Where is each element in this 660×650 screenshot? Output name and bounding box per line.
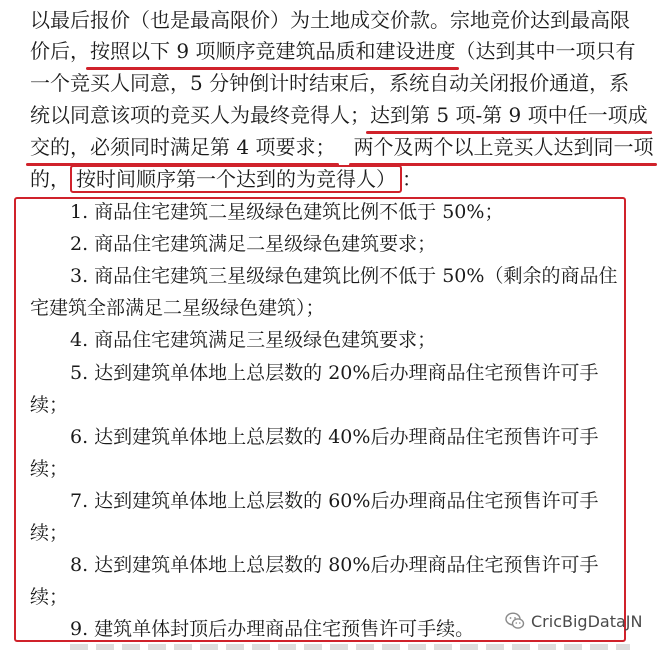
list-item-2: 2. 商品住宅建筑满足二星级绿色建筑要求；: [70, 233, 437, 255]
watermark: [505, 608, 642, 634]
list-item-8: 8. 达到建筑单体地上总层数的 80%后办理商品住宅预售许可手: [70, 554, 599, 576]
wechat-icon: [505, 611, 525, 631]
list-item-6: 6. 达到建筑单体地上总层数的 40%后办理商品住宅预售许可手: [70, 426, 599, 448]
underlined-multiple-bidders: 两个及两个以上竞买人达到同一项: [353, 135, 654, 159]
list-item-6-cont: 续；: [30, 458, 69, 480]
list-item-1: 1. 商品住宅建筑二星级绿色建筑比例不低于 50%；: [70, 201, 504, 223]
underlined-items-5-9: 达到第 5 项-第 9 项中任一项成: [370, 103, 648, 127]
para-line-5: [30, 133, 653, 161]
para-text: 统以同意该项的竞买人为最终竞得人；: [30, 103, 370, 127]
boxed-time-order-rule: 按时间顺序第一个达到的为竞得人）: [70, 165, 402, 193]
list-item-7: 7. 达到建筑单体地上总层数的 60%后办理商品住宅预售许可手: [70, 490, 599, 512]
para-line-1: 以最后报价（也是最高限价）为土地成交价款。宗地竞价达到最高限: [30, 8, 630, 32]
list-item-3: 3. 商品住宅建筑三星级绿色建筑比例不低于 50%（剩余的商品住: [70, 265, 618, 287]
para-text: （达到其中一项只有: [455, 39, 636, 63]
para-line-2: [30, 37, 635, 65]
list-item-9: 9. 建筑单体封顶后办理商品住宅预售许可手续。: [70, 618, 475, 640]
para-text: ：: [402, 167, 422, 191]
para-text: 价后，: [30, 39, 90, 63]
watermark-text: CricBigDataJN: [531, 611, 643, 631]
next-line-fragment: [70, 644, 630, 650]
underlined-item-4-requirement: 交的，必须同时满足第 4 项要求；: [30, 135, 336, 159]
list-item-5-cont: 续；: [30, 394, 69, 416]
list-item-8-cont: 续；: [30, 586, 69, 608]
para-text: 的，: [30, 167, 70, 191]
list-item-7-cont: 续；: [30, 522, 69, 544]
list-item-3-cont: 宅建筑全部满足二星级绿色建筑）；: [30, 297, 325, 319]
para-line-4: [30, 101, 648, 129]
para-line-6: [30, 165, 422, 193]
list-item-4: 4. 商品住宅建筑满足三星级绿色建筑要求；: [70, 329, 437, 351]
para-line-3: 一个竞买人同意，5 分钟倒计时结束后，系统自动关闭报价通道，系: [30, 71, 630, 95]
underlined-rule-order: 按照以下 9 项顺序竞建筑品质和建设进度: [90, 39, 456, 63]
list-item-5: 5. 达到建筑单体地上总层数的 20%后办理商品住宅预售许可手: [70, 362, 599, 384]
